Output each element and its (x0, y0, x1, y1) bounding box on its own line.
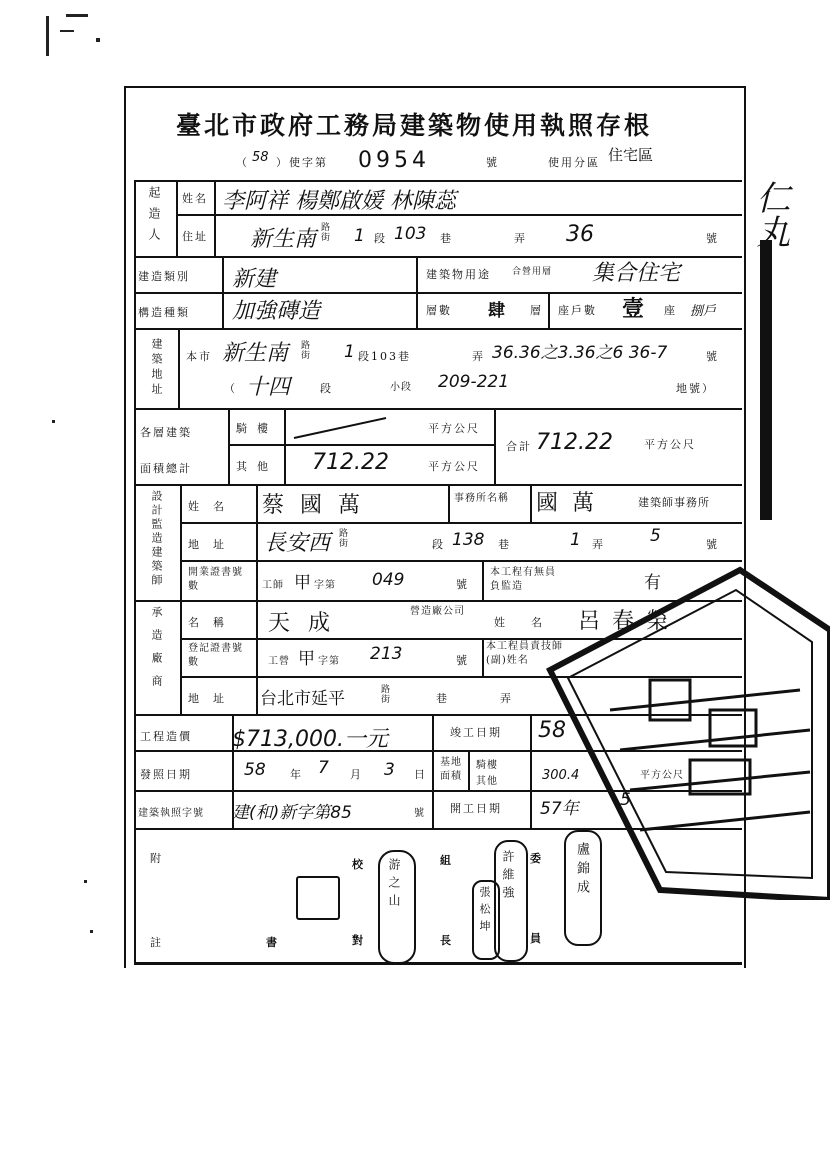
issue-label: 發照日期 (140, 768, 192, 781)
architect-cert-label: 開業證書號數 (188, 567, 243, 592)
site-lane: 段103巷 (358, 350, 411, 363)
margin-bar (760, 240, 772, 520)
permit-suffix: 號 (414, 808, 425, 819)
seal-checker-text: 游之山 (387, 858, 401, 912)
contractor-name-label: 名稱 (188, 616, 238, 629)
issue-month-suffix: 月 (350, 768, 363, 781)
applicant-lane: 103 (394, 224, 427, 244)
architect-lane: 138 (452, 530, 485, 550)
building-use-label: 建築物用途 (426, 268, 491, 281)
site-arcade-label: 騎樓 (476, 760, 498, 771)
applicant-section-no: 1 (354, 226, 365, 246)
site-alley-suffix: 弄 (472, 350, 485, 363)
completion-label: 竣工日期 (450, 726, 502, 739)
applicant-section-suffix: 段 (374, 232, 387, 245)
contractor-address-label: 地址 (188, 692, 238, 705)
contractor-reg-label: 登記證書號數 (188, 643, 243, 668)
architect-house-suffix: 號 (706, 538, 719, 551)
site-other-value: 300.4 (542, 768, 580, 783)
start-label: 開工日期 (450, 802, 502, 815)
floors-value: 肆 (488, 301, 505, 321)
cost-label: 工程造價 (140, 730, 192, 743)
architect-cert-suffix: 號 (456, 578, 469, 591)
issue-day-suffix: 日 (414, 768, 427, 781)
contractor-person-label: 姓名 (494, 616, 568, 629)
applicant-lane-suffix: 巷 (440, 232, 453, 245)
contractor-name-value: 天成 (268, 611, 349, 636)
contractor-reg-word: 字第 (318, 656, 340, 667)
issue-year-suffix: 年 (290, 768, 303, 781)
contractor-reg-number: 213 (370, 644, 403, 664)
contractor-reg-class: 甲 (298, 649, 315, 669)
structure-label: 構造種類 (138, 306, 190, 319)
applicant-name-label: 姓名 (182, 192, 208, 205)
units-extra: 捌戶 (690, 304, 717, 319)
remarks-label-top: 附 (150, 852, 163, 865)
site-city-label: 本市 (186, 350, 212, 363)
member-top: 委 (530, 852, 543, 865)
license-year: 58 (252, 150, 269, 165)
start-month: 5 (620, 790, 631, 810)
issue-month: 7 (318, 758, 329, 778)
area-label-bottom: 面積總計 (140, 462, 192, 475)
completion-value: 58 (538, 718, 566, 743)
permit-value: 建(和)新字第85 (232, 803, 352, 823)
year-prefix: （ (236, 156, 249, 169)
contractor-tech-label: 本工程員責技師(副)姓名 (486, 641, 563, 666)
architect-number: 5 (650, 526, 661, 546)
building-use-value: 集合住宅 (592, 261, 681, 286)
architect-supervise-label: 本工程有無員負監造 (490, 567, 556, 592)
site-land-section-suffix: 段 (320, 382, 333, 395)
checker-bottom: 對 (352, 934, 365, 947)
units-suffix: 座 (664, 304, 677, 317)
area-other-value: 712.22 (312, 450, 389, 475)
contractor-reg-suffix: 號 (456, 654, 469, 667)
architect-alley-suffix: 弄 (592, 538, 605, 551)
seal-member-text: 盧錦成 (574, 842, 589, 899)
margin-side-text: 仁丸 (750, 180, 790, 248)
site-unit: 平方公尺 (640, 770, 684, 781)
applicant-section-label: 起造人 (147, 186, 161, 249)
building-use-prefix: 合營用層 (512, 267, 553, 277)
structure-value: 加強磚造 (232, 299, 321, 324)
site-land-suffix: 地號） (676, 382, 715, 395)
official-stamp (540, 560, 830, 900)
arcade-strike-line (290, 412, 390, 442)
applicant-address-label: 住址 (182, 230, 208, 243)
issue-day: 3 (384, 760, 395, 780)
architect-name-label: 姓名 (188, 500, 238, 513)
architect-address-label: 地址 (188, 538, 238, 551)
contractor-road-suffix: 路街 (379, 684, 389, 704)
site-section-no: 1 (344, 342, 355, 362)
floors-label: 層數 (426, 304, 452, 317)
area-total-unit: 平方公尺 (644, 438, 696, 451)
site-road: 新生南 (222, 341, 289, 366)
form-bottom-edge (134, 962, 742, 965)
site-other-label: 其他 (476, 776, 498, 787)
architect-section-label: 設計監造建築師 (150, 490, 163, 588)
architect-road-suffix: 路街 (337, 528, 347, 548)
number-suffix: 號 (486, 156, 499, 169)
contractor-company-type: 營造廠公司 (410, 606, 465, 617)
site-land-section: 十四 (246, 375, 291, 400)
area-total-value: 712.22 (536, 430, 613, 455)
chief-bottom: 長 (440, 934, 453, 947)
license-label: ）使字第 (276, 156, 328, 169)
area-arcade-label: 騎樓 (236, 422, 278, 435)
seal-chief-text: 許維強 (501, 850, 515, 904)
cost-value: $713,000.一元 (232, 727, 388, 752)
architect-office-value: 國萬 (536, 491, 609, 516)
site-road-suffix: 路街 (299, 340, 309, 360)
remarks-label-bottom: 註 (150, 936, 163, 949)
seal-chief2-text: 張松坤 (478, 886, 491, 937)
architect-lane-suffix: 巷 (498, 538, 511, 551)
building-class-label: 建造類別 (138, 270, 190, 283)
site-land-lot: 209-221 (438, 372, 510, 392)
site-area-label: 基地面積 (440, 757, 462, 782)
zone-value: 住宅區 (608, 146, 654, 164)
contractor-person-value: 呂春榮 (578, 609, 681, 634)
contractor-section-label: 承造廠商 (150, 606, 163, 698)
site-numbers: 36.36之3.36之6 36-7 (492, 343, 668, 363)
architect-cert-word: 字第 (314, 580, 336, 591)
units-label: 座戶數 (558, 304, 597, 317)
chief-top: 組 (440, 854, 453, 867)
permit-label: 建築執照字號 (138, 808, 204, 819)
architect-cert-prefix: 工師 (262, 580, 284, 591)
architect-alley: 1 (570, 530, 581, 550)
form-title: 臺北市政府工務局建築物使用執照存根 (176, 111, 653, 140)
zone-label: 使用分區 (548, 156, 600, 169)
applicant-alley-suffix: 弄 (514, 232, 527, 245)
architect-road: 長安西 (264, 531, 331, 556)
area-label-top: 各層建築 (140, 426, 192, 439)
architect-office-suffix: 建築師事務所 (638, 496, 710, 509)
checker-top: 校 (352, 858, 365, 871)
architect-cert-class: 甲 (294, 573, 311, 593)
contractor-alley-suffix: 弄 (500, 692, 513, 705)
architect-name-value: 蔡國萬 (262, 493, 377, 518)
member-bottom: 員 (530, 932, 543, 945)
contractor-reg-prefix: 工營 (268, 656, 290, 667)
site-section-label: 建築地址 (150, 338, 163, 398)
contractor-address-value: 台北市延平 (260, 689, 345, 709)
architect-supervise-value: 有 (644, 573, 661, 593)
architect-office-label: 事務所名稱 (454, 493, 509, 504)
license-number: 0954 (358, 148, 430, 173)
contractor-lane-suffix: 巷 (436, 692, 449, 705)
architect-section-suffix: 段 (432, 538, 445, 551)
applicant-road-suffix: 路街 (319, 222, 329, 242)
clerk-label: 書 (266, 936, 279, 949)
area-total-label: 合計 (506, 440, 532, 453)
area-arcade-unit: 平方公尺 (428, 422, 480, 435)
applicant-house-suffix: 號 (706, 232, 719, 245)
architect-cert-number: 049 (372, 570, 405, 590)
issue-year: 58 (244, 760, 266, 780)
site-house-suffix: 號 (706, 350, 719, 363)
site-land-subsection-label: 小段 (390, 382, 412, 393)
start-value: 57年 (540, 799, 579, 819)
units-value: 壹 (622, 297, 645, 322)
applicant-names: 李阿祥 楊鄭啟媛 林陳蕊 (222, 189, 456, 214)
site-land-prefix: （ (224, 382, 237, 395)
floors-suffix: 層 (530, 304, 543, 317)
applicant-number: 36 (566, 222, 594, 247)
applicant-road: 新生南 (250, 227, 317, 252)
area-other-unit: 平方公尺 (428, 460, 480, 473)
building-class-value: 新建 (232, 267, 277, 292)
seal-clerk (296, 876, 340, 920)
area-other-label: 其他 (236, 460, 278, 473)
